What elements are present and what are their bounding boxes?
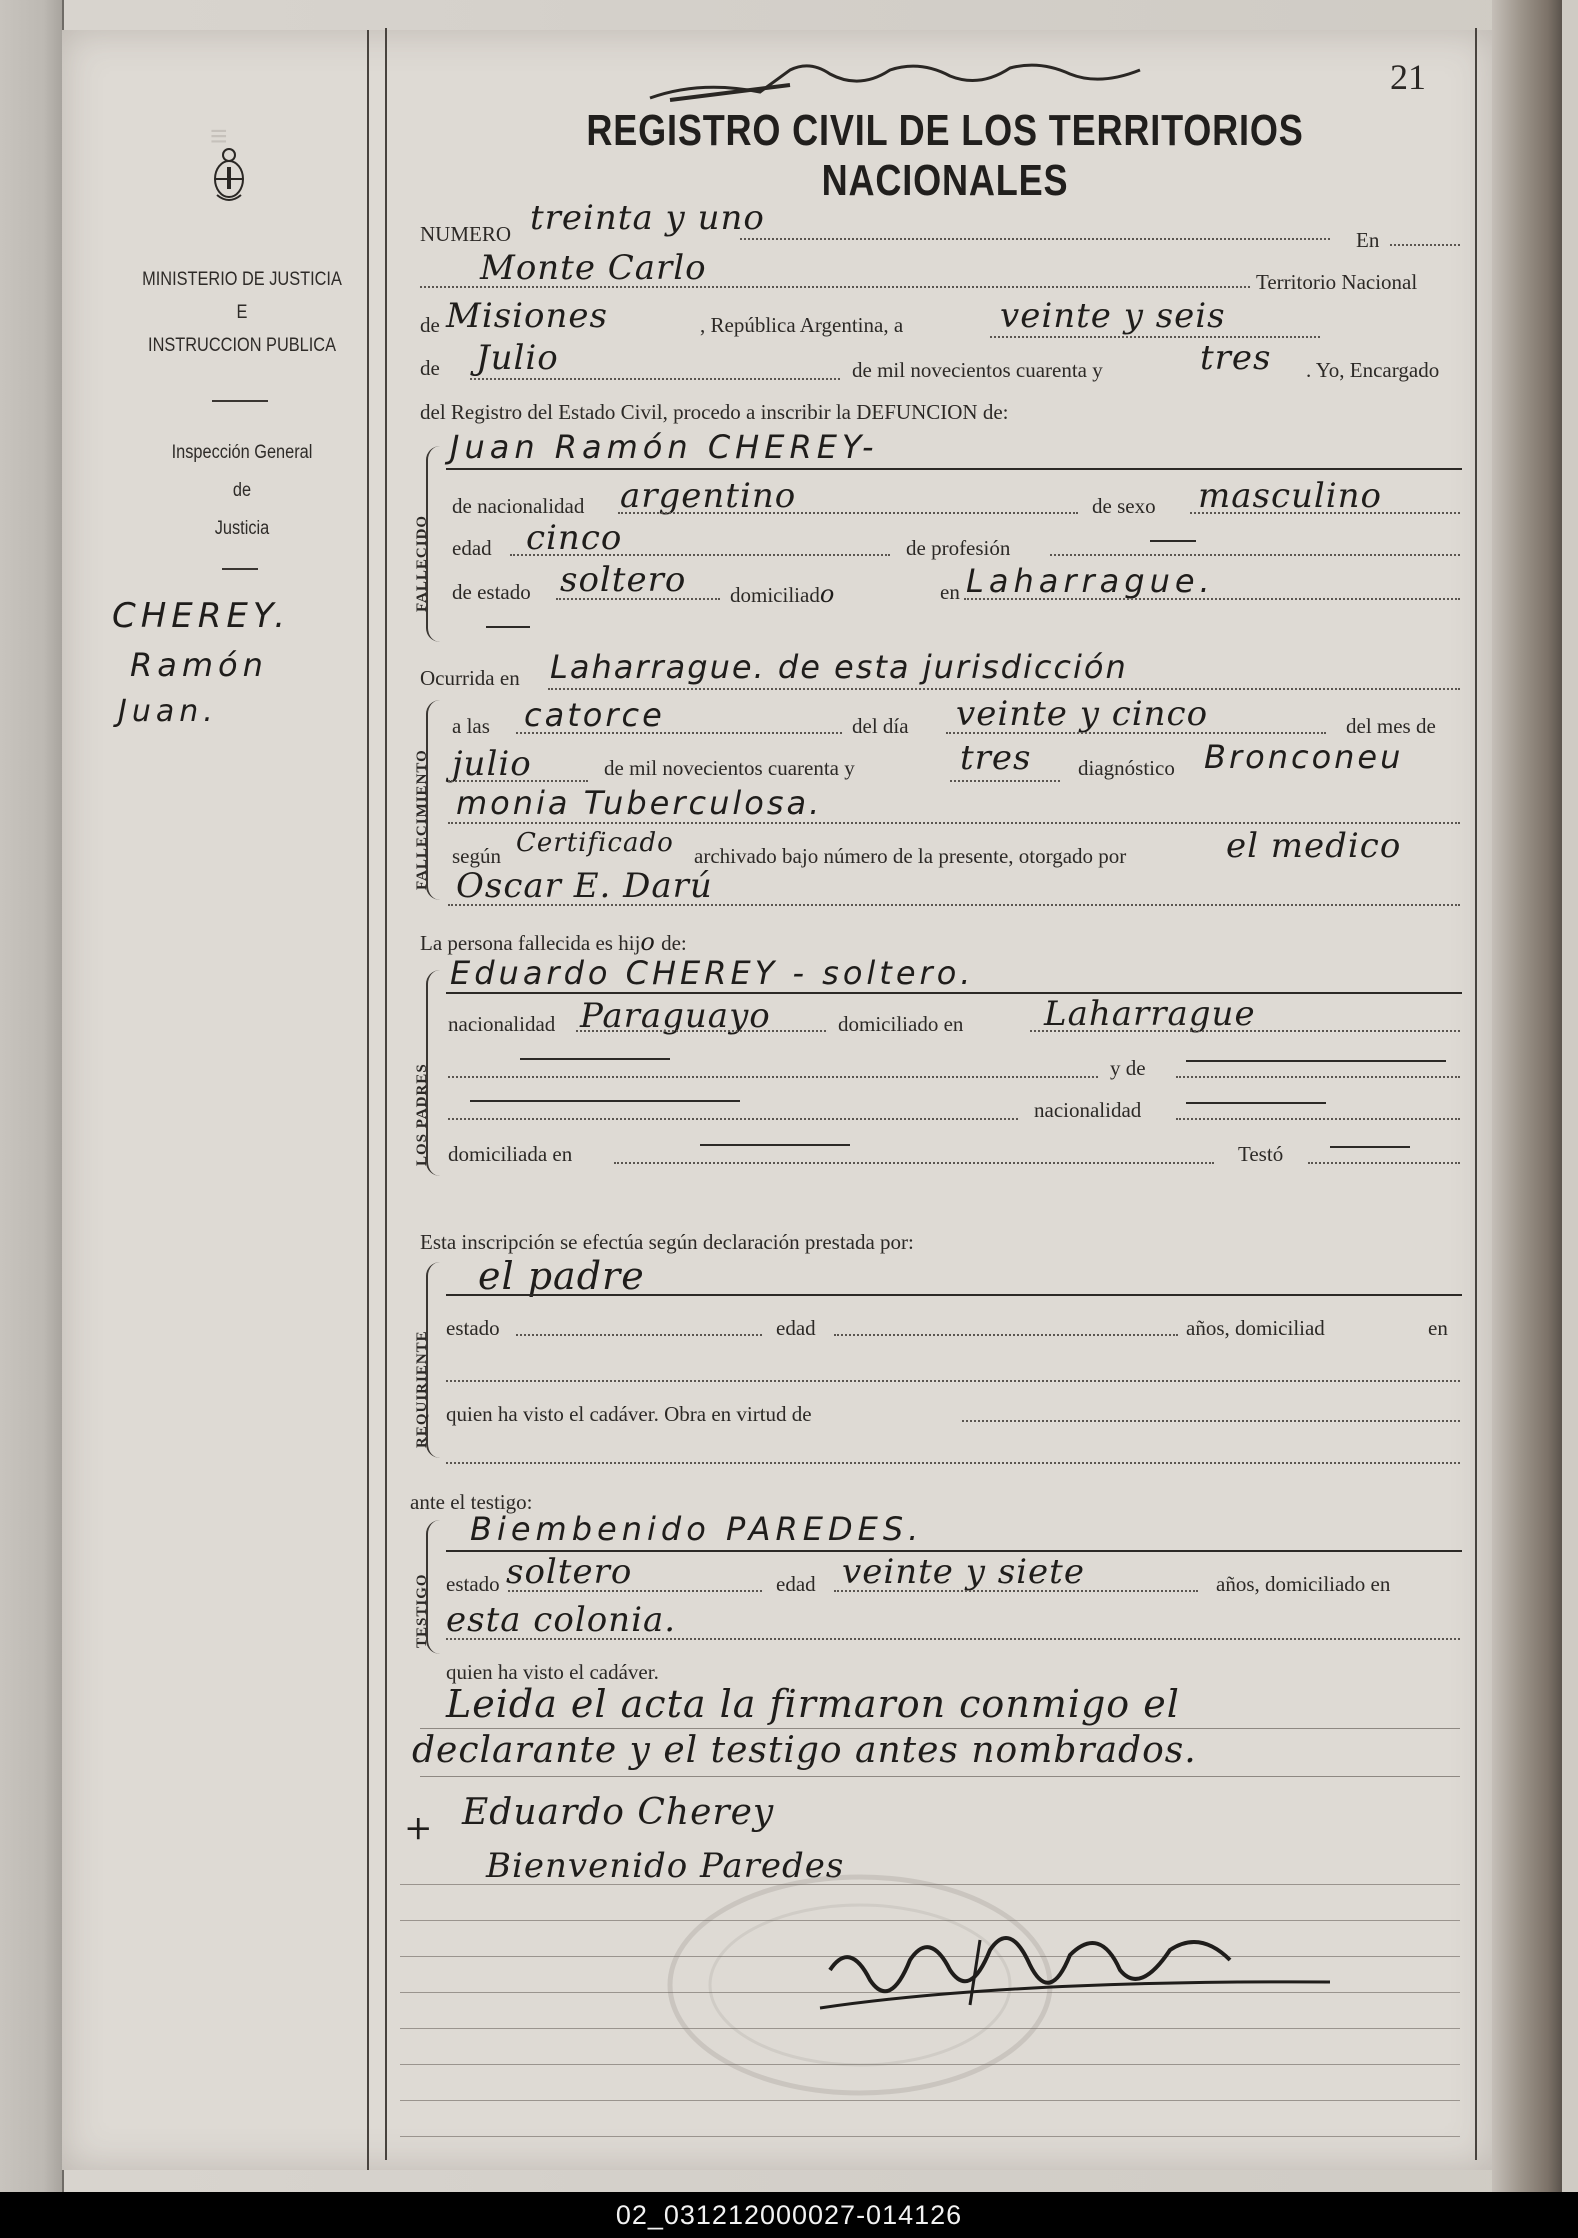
- fallecimiento-side-label: FALLECIMIENTO: [414, 749, 430, 890]
- dash-mark: [1330, 1146, 1410, 1148]
- nacionalidad-label: nacionalidad: [448, 1012, 556, 1036]
- mil-label: de mil novecientos cuarenta y: [852, 358, 1103, 382]
- fill-line: [516, 1334, 762, 1336]
- padres-side-label: LOS PADRES: [414, 1063, 430, 1166]
- sexo-label: de sexo: [1092, 494, 1156, 518]
- lugar-value: Laharrague. de esta jurisdicción: [550, 648, 1128, 686]
- en-label: En: [1356, 228, 1380, 252]
- ministry-line: E: [236, 302, 248, 323]
- estado-value: soltero: [560, 560, 687, 600]
- edad-label: edad: [452, 536, 492, 560]
- dash-mark: [1186, 1102, 1326, 1104]
- padre-name: Eduardo CHEREY - soltero.: [450, 954, 975, 992]
- inspection-divider: [222, 568, 258, 570]
- domiciliado-text: domiciliad: [730, 583, 820, 607]
- fill-line: [962, 1420, 1460, 1422]
- domicilio-value: esta colonia.: [446, 1600, 677, 1640]
- closing-line: declarante y el testigo antes nombrados.: [412, 1730, 1197, 1771]
- fallecido-side-label: FALLECIDO: [414, 514, 430, 612]
- diagnostico-value: Bronconeu: [1204, 738, 1404, 776]
- closing-rule: [420, 1776, 1460, 1777]
- a-las-label: a las: [452, 714, 490, 738]
- signature-witness: Bienvenido Paredes: [486, 1846, 845, 1886]
- year-value: tres: [1200, 338, 1272, 378]
- dia-value: veinte y cinco: [956, 694, 1209, 734]
- scan-id-bar: 02_031212000027-014126: [0, 2192, 1578, 2238]
- fill-line: [548, 688, 1460, 690]
- domiciliado-label: [730, 580, 835, 608]
- numero-value: treinta y uno: [530, 198, 765, 238]
- fill-line: [1050, 554, 1460, 556]
- dash-mark: [486, 626, 530, 628]
- declarante-underline: [446, 1294, 1462, 1296]
- fill-line: [448, 1076, 1098, 1078]
- inspection-line: de: [232, 480, 252, 501]
- ministry-divider: [212, 400, 268, 402]
- fill-line: [448, 904, 1460, 906]
- fill-line: [516, 732, 842, 734]
- proceso-label: del Registro del Estado Civil, procedo a inscribir la DEFUNCION de:: [420, 400, 1009, 424]
- declarante-value: el padre: [478, 1254, 645, 1298]
- ministry-line: MINISTERIO DE JUSTICIA: [142, 269, 342, 290]
- declaracion-label: Esta inscripción se efectúa según declaración prestada por:: [420, 1230, 914, 1254]
- fill-line: [448, 1118, 1018, 1120]
- fill-line: [946, 732, 1326, 734]
- fill-line: [446, 1638, 1460, 1640]
- inspection-line: Inspección General: [171, 442, 313, 463]
- estado-label: estado: [446, 1572, 500, 1596]
- estado-label: estado: [446, 1316, 500, 1340]
- ocurrida-label: Ocurrida en: [420, 666, 520, 690]
- archivado-label: archivado bajo número de la presente, otorgado por: [694, 844, 1127, 868]
- y-de-label: y de: [1110, 1056, 1146, 1080]
- edad-label: edad: [776, 1572, 816, 1596]
- page-stack-edge: [1492, 0, 1562, 2192]
- month-value: Julio: [476, 338, 559, 378]
- fill-line: [448, 780, 588, 782]
- anos-label: años, domiciliado en: [1216, 1572, 1391, 1596]
- fill-line: [448, 822, 1460, 824]
- fill-line: [1390, 244, 1460, 246]
- del-dia-label: del día: [852, 714, 909, 738]
- fill-line: [1176, 1076, 1460, 1078]
- dash-mark: [520, 1058, 670, 1060]
- fill-line: [1176, 1118, 1460, 1120]
- margin-given-name: Ramón: [130, 646, 268, 684]
- estado-label: de estado: [452, 580, 531, 604]
- cadaver-label: quien ha visto el cadáver. Obra en virtud de: [446, 1402, 812, 1426]
- fill-line: [740, 238, 1330, 240]
- ministry-heading: [130, 262, 354, 364]
- hijo-label: [420, 928, 687, 956]
- padre-underline: [446, 992, 1462, 994]
- otorgado-value: el medico: [1226, 826, 1402, 866]
- fill-line: [950, 780, 1060, 782]
- diagnostico-value: monia Tuberculosa.: [456, 784, 823, 822]
- mil-label: de mil novecientos cuarenta y: [604, 756, 855, 780]
- medico-value: Oscar E. Darú: [456, 866, 713, 906]
- segun-label: según: [452, 844, 501, 868]
- territorio-label: Territorio Nacional: [1256, 270, 1418, 294]
- argentine-coat-of-arms-icon: [212, 145, 246, 205]
- fill-line: [614, 1162, 1214, 1164]
- dash-mark: [1186, 1060, 1446, 1062]
- closing-rule: [420, 1728, 1460, 1729]
- page-number: 21: [1390, 57, 1426, 97]
- fill-line: [1190, 512, 1460, 514]
- encargado-label: . Yo, Encargado: [1306, 358, 1440, 382]
- de-label: de: [420, 356, 440, 380]
- previous-page-edge: [0, 0, 64, 2192]
- dash-mark: [470, 1100, 740, 1102]
- fill-line: [446, 1462, 1460, 1464]
- anos-label: años, domiciliad: [1186, 1316, 1325, 1340]
- profesion-label: de profesión: [906, 536, 1011, 560]
- cadaver-label: quien ha visto el cadáver.: [446, 1660, 659, 1684]
- republica-label: , República Argentina, a: [700, 313, 904, 337]
- register-title: REGISTRO CIVIL DE LOS TERRITORIOS NACIONALES: [586, 106, 1304, 205]
- requiriente-side-label: REQUIRIENTE: [414, 1330, 430, 1448]
- domiciliado-label: domiciliado en: [838, 1012, 964, 1036]
- domiciliada-label: domiciliada en: [448, 1142, 573, 1166]
- ante-label: ante el testigo:: [410, 1490, 533, 1514]
- cross-mark: +: [404, 1808, 434, 1848]
- fill-line: [510, 554, 890, 556]
- hora-value: catorce: [524, 696, 665, 734]
- top-flourish-signature: [640, 40, 1160, 110]
- edad-label: edad: [776, 1316, 816, 1340]
- hijo-text: La persona fallecida es hij: [420, 931, 641, 955]
- name-underline: [446, 468, 1462, 470]
- day-value: veinte y seis: [1000, 296, 1226, 336]
- hijo-suffix: o: [640, 928, 656, 956]
- nacionalidad2-label: nacionalidad: [1034, 1098, 1142, 1122]
- fill-line: [446, 1380, 1460, 1382]
- fill-line: [964, 598, 1460, 600]
- closing-line: Leida el acta la firmaron conmigo el: [446, 1682, 1180, 1726]
- fill-line: [508, 1590, 762, 1592]
- deceased-name: Juan Ramón CHEREY-: [450, 428, 879, 466]
- dash-mark: [1150, 540, 1196, 542]
- place-value: Monte Carlo: [480, 248, 707, 288]
- testo-label: Testó: [1238, 1142, 1284, 1166]
- signature-father: Eduardo Cherey: [462, 1792, 775, 1833]
- ministry-line: INSTRUCCION PUBLICA: [148, 335, 336, 356]
- fill-line: [834, 1334, 1178, 1336]
- margin-surname: CHEREY.: [112, 596, 291, 636]
- testigo-side-label: TESTIGO: [414, 1573, 430, 1648]
- hijo-de-text: de:: [661, 931, 687, 955]
- en-label: en: [940, 580, 960, 604]
- inspection-heading: [130, 434, 354, 548]
- fill-line: [556, 598, 720, 600]
- nacionalidad-label: de nacionalidad: [452, 494, 585, 518]
- mes-value: julio: [452, 744, 532, 784]
- nacionalidad-value: Paraguayo: [580, 996, 771, 1036]
- de-label: de: [420, 313, 440, 337]
- domiciliado-suffix: o: [819, 580, 836, 608]
- fill-line: [576, 1030, 826, 1032]
- diagnostico-label: diagnóstico: [1078, 756, 1175, 780]
- main-rule: [400, 2136, 1460, 2137]
- estado-value: soltero: [506, 1552, 633, 1592]
- bleed-through-mark: ≡: [210, 120, 228, 153]
- fill-line: [1030, 1030, 1460, 1032]
- numero-label: NUMERO: [420, 222, 512, 246]
- anio-value: tres: [960, 738, 1032, 778]
- inspection-line: Justicia: [214, 518, 270, 539]
- fill-line: [834, 1590, 1198, 1592]
- fill-line: [470, 378, 840, 380]
- edad-value: veinte y siete: [842, 1552, 1085, 1592]
- testigo-name: Biembenido PAREDES.: [470, 1510, 924, 1548]
- margin-given-name: Juan.: [118, 694, 218, 729]
- nacionalidad-value: argentino: [620, 476, 797, 516]
- domicilio-value: Laharrague.: [966, 562, 1215, 600]
- domicilio-value: Laharrague: [1044, 994, 1256, 1034]
- edad-value: cinco: [526, 518, 623, 558]
- fill-line: [618, 512, 1078, 514]
- certificado-value: Certificado: [516, 828, 674, 858]
- dash-mark: [700, 1144, 850, 1146]
- mes-label: del mes de: [1346, 714, 1436, 738]
- official-signature: [810, 1910, 1350, 2020]
- en-label: en: [1428, 1316, 1448, 1340]
- province-value: Misiones: [446, 296, 608, 336]
- fill-line: [1308, 1162, 1460, 1164]
- sexo-value: masculino: [1198, 476, 1383, 516]
